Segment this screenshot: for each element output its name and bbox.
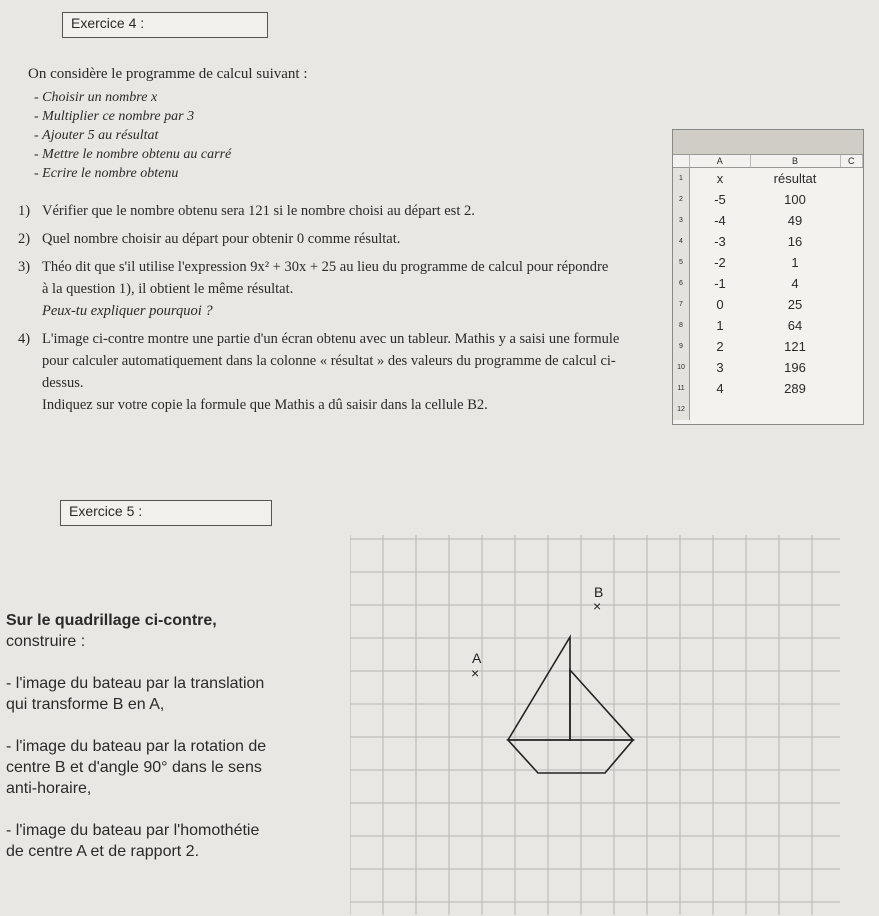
program-step: - Ecrire le nombre obtenu — [34, 164, 231, 183]
question-text: Vérifier que le nombre obtenu sera 121 si le nombre choisi au départ est 2. — [42, 203, 475, 219]
instruction-line: de centre A et de rapport 2. — [6, 843, 200, 860]
spreadsheet-toolbar — [673, 130, 863, 155]
exercise4-title-text: Exercice 4 : — [71, 15, 145, 31]
spreadsheet-row — [673, 399, 863, 420]
instruction-line: - l'image du bateau par la rotation de — [6, 738, 267, 755]
program-step: - Multiplier ce nombre par 3 — [34, 107, 231, 126]
instruction-line: anti-horaire, — [6, 780, 92, 797]
question-number: 4) — [18, 331, 31, 347]
instruction-line: - l'image du bateau par l'homothétie — [6, 822, 260, 839]
spreadsheet-row — [673, 189, 863, 210]
spreadsheet-row — [673, 294, 863, 315]
cell-c — [840, 210, 863, 231]
row-number: 6 — [673, 273, 690, 294]
cell-a: x — [716, 171, 724, 186]
cell-b — [750, 399, 840, 420]
row-number: 10 — [673, 357, 690, 378]
question-text: Théo dit que s'il utilise l'expression 9x² + 30x + 25 au lieu du programme de calcul pour répondre à la question 1), il obtient le même résultat. — [42, 259, 609, 297]
cell-a: -1 — [714, 276, 726, 291]
cell-c — [840, 357, 863, 378]
exercise4-intro: On considère le programme de calcul suivant : — [28, 66, 308, 82]
point-b-cross: × — [593, 598, 602, 614]
spreadsheet — [672, 129, 864, 425]
question-number: 2) — [18, 231, 31, 247]
spreadsheet-table — [673, 155, 863, 420]
column-header: B — [750, 155, 840, 168]
exercise5-title-text: Exercice 5 : — [69, 503, 143, 519]
cell-a: -5 — [714, 192, 726, 207]
cell-c — [840, 252, 863, 273]
cell-b: résultat — [773, 171, 817, 186]
row-number: 12 — [673, 399, 690, 420]
program-steps — [34, 88, 231, 183]
cell-b: 121 — [784, 339, 806, 354]
exercise5-title — [60, 500, 272, 526]
row-number: 7 — [673, 294, 690, 315]
cell-b: 49 — [787, 213, 803, 228]
program-step: - Mettre le nombre obtenu au carré — [34, 145, 231, 164]
instruction-line: centre B et d'angle 90° dans le sens — [6, 759, 262, 776]
cell-c — [840, 294, 863, 315]
cell-b: 289 — [784, 381, 806, 396]
exercise5-instructions — [6, 610, 346, 862]
cell-c — [840, 399, 863, 420]
point-a-label: A — [472, 650, 482, 666]
row-number: 5 — [673, 252, 690, 273]
cell-b: 64 — [787, 318, 803, 333]
question-text: Quel nombre choisir au départ pour obtenir 0 comme résultat. — [42, 231, 401, 247]
spreadsheet-row — [673, 378, 863, 399]
row-number: 2 — [673, 189, 690, 210]
row-number: 4 — [673, 231, 690, 252]
question-extra: Indiquez sur votre copie la formule que Mathis a dû saisir dans la cellule B2. — [42, 397, 488, 413]
cell-a: -2 — [714, 255, 726, 270]
questions — [18, 200, 638, 422]
spreadsheet-row — [673, 336, 863, 357]
exercise4-title — [62, 12, 268, 38]
cell-b: 100 — [784, 192, 806, 207]
column-header: A — [690, 155, 751, 168]
cell-a: 3 — [716, 360, 724, 375]
cell-c — [840, 231, 863, 252]
spreadsheet-row — [673, 252, 863, 273]
boat-jib — [570, 670, 633, 740]
question-number: 3) — [18, 259, 31, 275]
row-number: 8 — [673, 315, 690, 336]
column-header-row — [673, 155, 863, 168]
cell-c — [840, 273, 863, 294]
question-text: L'image ci-contre montre une partie d'un écran obtenu avec un tableur. Mathis y a saisi une formule pour calculer automatiquement dans la colonne « résultat » des valeurs du programme de calcul ci-dessus. — [42, 331, 620, 391]
question-extra: Peux-tu expliquer pourquoi ? — [42, 303, 213, 319]
question-number: 1) — [18, 203, 31, 219]
spreadsheet-row — [673, 168, 863, 190]
question-3 — [18, 256, 638, 322]
spreadsheet-row — [673, 231, 863, 252]
row-number: 3 — [673, 210, 690, 231]
grid-figure — [350, 535, 840, 915]
cell-c — [840, 168, 863, 190]
cell-a — [690, 399, 751, 420]
instruction-line: - l'image du bateau par la translation — [6, 675, 265, 692]
cell-b: 196 — [784, 360, 806, 375]
row-number: 9 — [673, 336, 690, 357]
cell-c — [840, 189, 863, 210]
cell-c — [840, 315, 863, 336]
instruction-line: Sur le quadrillage ci-contre, — [6, 612, 217, 629]
spreadsheet-row — [673, 273, 863, 294]
instruction-line: qui transforme B en A, — [6, 696, 165, 713]
spreadsheet-row — [673, 210, 863, 231]
corner-cell — [673, 155, 690, 168]
cell-a: 4 — [716, 381, 724, 396]
question-1 — [18, 200, 638, 222]
row-number: 1 — [673, 168, 690, 190]
instruction-line: construire : — [6, 633, 86, 650]
cell-c — [840, 336, 863, 357]
cell-a: -4 — [714, 213, 726, 228]
point-b-label: B — [594, 584, 604, 600]
cell-a: 2 — [716, 339, 724, 354]
cell-c — [840, 378, 863, 399]
program-step: - Choisir un nombre x — [34, 88, 231, 107]
spreadsheet-row — [673, 357, 863, 378]
cell-b: 1 — [791, 255, 799, 270]
cell-b: 16 — [787, 234, 803, 249]
spreadsheet-row — [673, 315, 863, 336]
question-2 — [18, 228, 638, 250]
cell-a: 1 — [716, 318, 724, 333]
question-4 — [18, 328, 638, 416]
cell-a: 0 — [716, 297, 724, 312]
column-header: C — [840, 155, 863, 168]
program-step: - Ajouter 5 au résultat — [34, 126, 231, 145]
cell-b: 25 — [787, 297, 803, 312]
cell-b: 4 — [791, 276, 799, 291]
cell-a: -3 — [714, 234, 726, 249]
row-number: 11 — [673, 378, 690, 399]
boat-sail — [508, 637, 570, 740]
point-a-cross: × — [471, 665, 480, 681]
